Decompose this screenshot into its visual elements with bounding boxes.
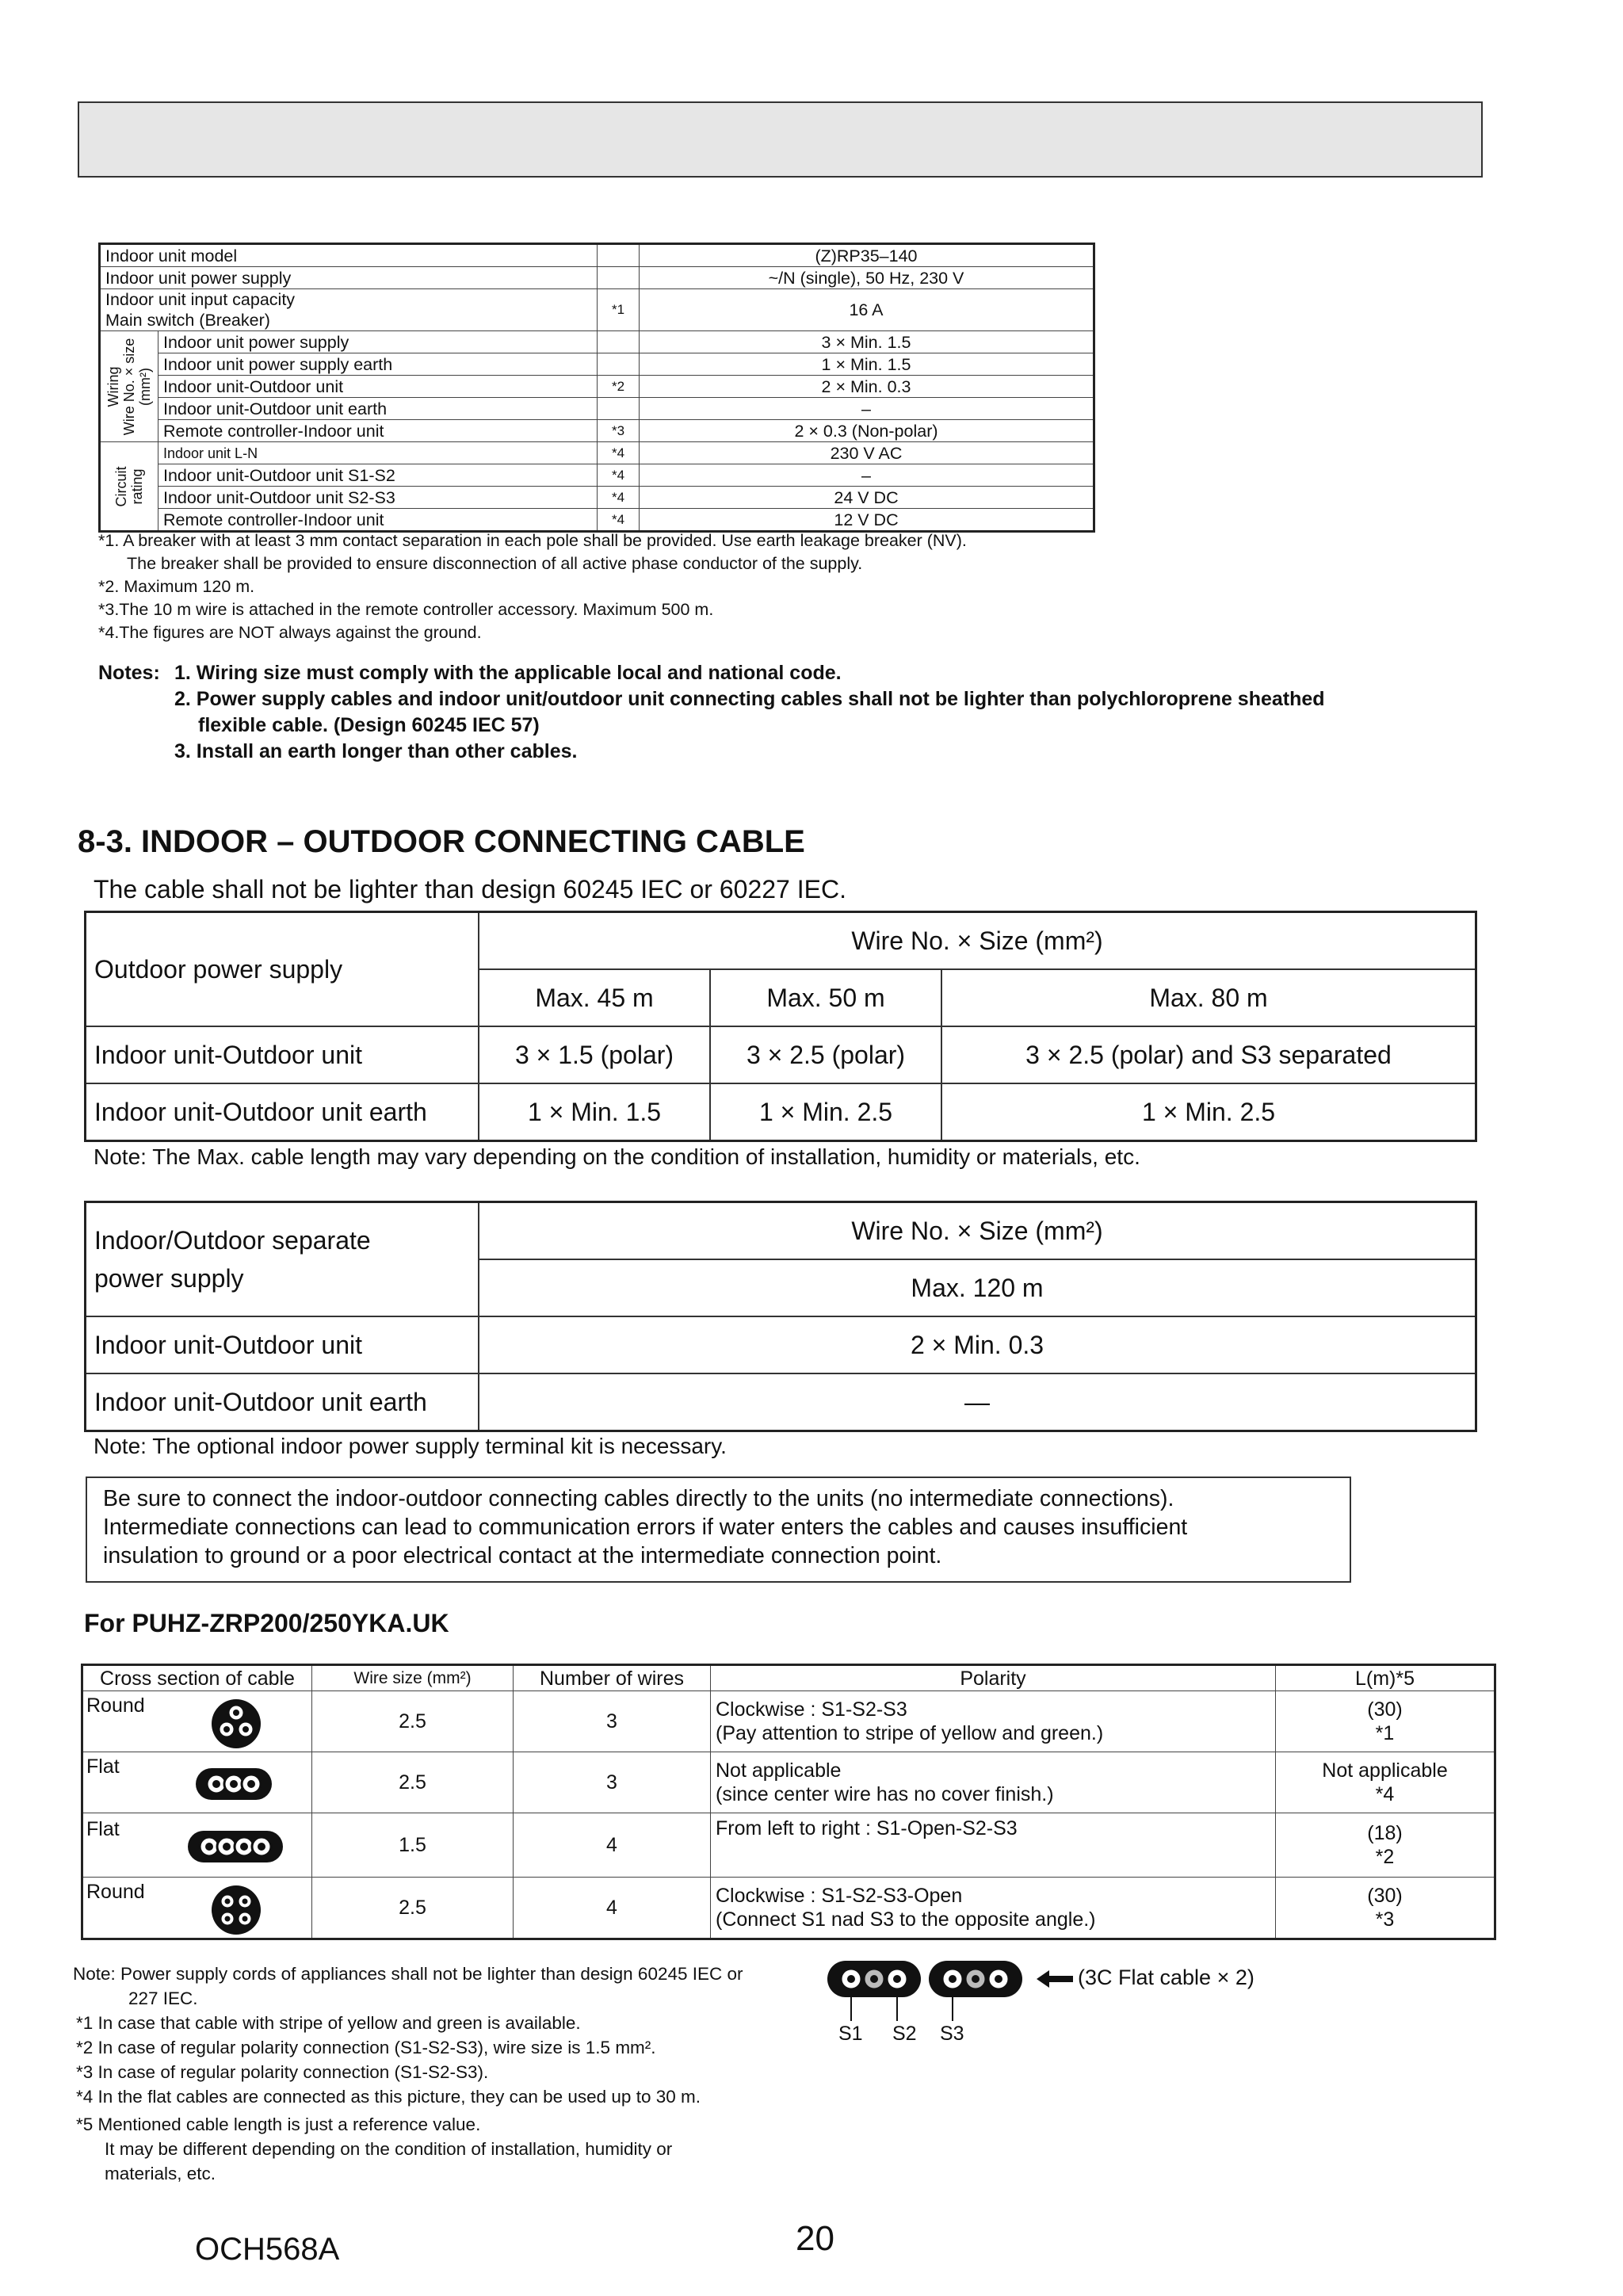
wiring-sublabel-2: (mm²): [137, 367, 153, 406]
wire-count: 4: [514, 1813, 711, 1878]
spec-label: Indoor unit-Outdoor unit: [158, 376, 598, 398]
length-note: *2: [1375, 1846, 1395, 1868]
column-header: Wire size (mm²): [312, 1665, 514, 1691]
diagram-caption: (3C Flat cable × 2): [1078, 1966, 1254, 1989]
warning-line: Be sure to connect the indoor-outdoor connecting cables directly to the units (no intermediate connections).: [103, 1486, 1174, 1511]
row-label: Indoor unit-Outdoor unit: [86, 1316, 479, 1373]
spec-note: *4: [598, 442, 640, 464]
polarity-line: From left to right : S1-Open-S2-S3: [716, 1817, 1018, 1839]
wiring-notes: [98, 660, 1325, 765]
cross-section-cell: [82, 1878, 312, 1939]
spec-note: *3: [598, 420, 640, 442]
spec-value: 24 V DC: [640, 487, 1094, 509]
spec-value: 3 × Min. 1.5: [640, 331, 1094, 353]
table-row: [86, 1373, 1476, 1431]
spec-value: 2 × Min. 0.3: [640, 376, 1094, 398]
table-row: [100, 509, 1094, 532]
flat-4-wire-icon: [186, 1829, 285, 1864]
spec-label: Indoor unit L-N: [158, 442, 598, 464]
table-cell: 3 × 2.5 (polar): [710, 1026, 941, 1083]
row-label: Indoor unit-Outdoor unit earth: [86, 1373, 479, 1431]
spec-label: Indoor unit-Outdoor unit earth: [158, 398, 598, 420]
notes-label: Notes:: [98, 662, 160, 684]
footnote: The breaker shall be provided to ensure disconnection of all active phase conductor of the supply.: [127, 554, 863, 573]
cable-note: materials, etc.: [105, 2164, 216, 2183]
spec-label: Remote controller-Indoor unit: [158, 420, 598, 442]
length-header: Max. 50 m: [710, 969, 941, 1026]
section-title: 8-3. INDOOR – OUTDOOR CONNECTING CABLE: [78, 824, 805, 859]
cable-note: 227 IEC.: [128, 1988, 198, 2008]
table-cell: —: [479, 1373, 1476, 1431]
spec-value: ~/N (single), 50 Hz, 230 V: [640, 267, 1094, 289]
table-row: [100, 464, 1094, 487]
wire-size: 1.5: [312, 1813, 514, 1878]
wire-count: 3: [514, 1691, 711, 1752]
footnote: *1. A breaker with at least 3 mm contact separation in each pole shall be provided. Use earth leakage breaker (NV).: [98, 531, 967, 550]
circuit-group-label: [100, 442, 158, 532]
table-row: [100, 487, 1094, 509]
polarity-line: (Connect S1 nad S3 to the opposite angle.): [716, 1908, 1096, 1931]
cable-note: It may be different depending on the condition of installation, humidity or: [105, 2139, 673, 2159]
spec-value: 1 × Min. 1.5: [640, 353, 1094, 376]
table-header-row: [82, 1665, 1495, 1691]
table-cell: 1 × Min. 2.5: [941, 1083, 1476, 1141]
corner-line: power supply: [94, 1264, 244, 1293]
row-label: Indoor unit-Outdoor unit: [86, 1026, 479, 1083]
cable-type: Round: [86, 1881, 145, 1903]
spec-note: *2: [598, 376, 640, 398]
table-row: [100, 398, 1094, 420]
wire-count: 4: [514, 1878, 711, 1939]
table-row: [86, 1202, 1476, 1260]
table-cell: 1 × Min. 1.5: [479, 1083, 710, 1141]
table-row: [82, 1691, 1495, 1752]
footnote: *4.The figures are NOT always against the ground.: [98, 623, 482, 642]
corner-line: Indoor/Outdoor separate: [94, 1226, 371, 1255]
spec-value: 16 A: [640, 289, 1094, 331]
spec-label: Indoor unit power supply: [158, 331, 598, 353]
wiring-group-label: [100, 331, 158, 442]
capacity-label-1: Indoor unit input capacity: [105, 290, 296, 309]
polarity-line: (Pay attention to stripe of yellow and green.): [716, 1722, 1104, 1744]
note-item: 3. Install an earth longer than other cables.: [174, 740, 578, 762]
table1-note: Note: The Max. cable length may vary depending on the condition of installation, humidity or materials, etc.: [94, 1144, 1140, 1169]
footnote: *3.The 10 m wire is attached in the remote controller accessory. Maximum 500 m.: [98, 600, 714, 619]
spec-value: 2 × 0.3 (Non-polar): [640, 420, 1094, 442]
table-row: [100, 331, 1094, 353]
cable-note: *2 In case of regular polarity connection (S1-S2-S3), wire size is 1.5 mm².: [76, 2038, 656, 2057]
length-value: Not applicable: [1322, 1759, 1448, 1782]
flat-cable-diagram: [824, 1958, 1268, 2053]
length-cell: [1276, 1878, 1495, 1939]
spec-label: Indoor unit-Outdoor unit S2-S3: [158, 487, 598, 509]
spec-note: [598, 331, 640, 353]
polarity-line: (since center wire has no cover finish.): [716, 1783, 1054, 1805]
polarity-line: Not applicable: [716, 1759, 842, 1782]
table-cell: 1 × Min. 2.5: [710, 1083, 941, 1141]
length-cell: [1276, 1752, 1495, 1813]
column-header: Polarity: [711, 1665, 1276, 1691]
note-item: 1. Wiring size must comply with the applicable local and national code.: [174, 662, 842, 684]
cable-section-title: For PUHZ-ZRP200/250YKA.UK: [84, 1609, 449, 1637]
spec-value: –: [640, 464, 1094, 487]
wire-count: 3: [514, 1752, 711, 1813]
cable-notes: [73, 1962, 743, 2186]
terminal-label-s3: S3: [940, 2023, 964, 2045]
spec-table: [98, 243, 1095, 533]
polarity-line: Clockwise : S1-S2-S3: [716, 1698, 907, 1721]
table-row: [82, 1813, 1495, 1878]
spec-label: Indoor unit model: [100, 244, 598, 267]
table-row: [100, 420, 1094, 442]
table-row: [100, 289, 1094, 331]
spec-value: 12 V DC: [640, 509, 1094, 532]
spec-note: [598, 267, 640, 289]
separate-supply-table: [84, 1201, 1477, 1432]
spec-note: [598, 353, 640, 376]
cable-type: Flat: [86, 1818, 120, 1840]
table-header: Wire No. × Size (mm²): [479, 912, 1476, 970]
spec-label: Remote controller-Indoor unit: [158, 509, 598, 532]
spec-note: [598, 398, 640, 420]
note-item: 2. Power supply cables and indoor unit/outdoor unit connecting cables shall not be lighter than polychloroprene sheathed: [174, 688, 1325, 710]
document-code: OCH568A: [195, 2232, 340, 2267]
page-number: 20: [796, 2219, 834, 2258]
length-value: (30): [1367, 1698, 1403, 1721]
spec-footnotes: [98, 529, 967, 644]
table-row: [86, 1026, 1476, 1083]
length-cell: [1276, 1813, 1495, 1878]
cable-type: Flat: [86, 1755, 120, 1778]
table-header: Wire No. × Size (mm²): [479, 1202, 1476, 1260]
polarity-cell: [711, 1691, 1276, 1752]
length-header: Max. 120 m: [479, 1259, 1476, 1316]
length-value: (18): [1367, 1822, 1403, 1844]
cable-table: [81, 1664, 1496, 1940]
cable-note: Note: Power supply cords of appliances shall not be lighter than design 60245 IEC or: [73, 1964, 743, 1984]
cable-note: *1 In case that cable with stripe of yellow and green is available.: [76, 2013, 581, 2033]
spec-label: Indoor unit power supply earth: [158, 353, 598, 376]
note-item: flexible cable. (Design 60245 IEC 57): [198, 714, 540, 736]
cable-note: *4 In the flat cables are connected as this picture, they can be used up to 30 m.: [76, 2087, 701, 2107]
spec-note: [598, 244, 640, 267]
spec-note: *4: [598, 464, 640, 487]
wire-size: 2.5: [312, 1752, 514, 1813]
length-value: (30): [1367, 1885, 1403, 1907]
polarity-cell: [711, 1878, 1276, 1939]
spec-label: [100, 289, 598, 331]
cross-section-cell: [82, 1752, 312, 1813]
spec-label: Indoor unit-Outdoor unit S1-S2: [158, 464, 598, 487]
cable-note: *5 Mentioned cable length is just a reference value.: [76, 2115, 481, 2134]
circuit-label-2: rating: [129, 468, 145, 505]
cross-section-cell: [82, 1813, 312, 1878]
terminal-label-s1: S1: [838, 2023, 863, 2045]
table-row: [86, 1083, 1476, 1141]
table2-note: Note: The optional indoor power supply terminal kit is necessary.: [94, 1434, 727, 1458]
table-row: [100, 267, 1094, 289]
length-note: *4: [1375, 1783, 1395, 1805]
polarity-cell: [711, 1752, 1276, 1813]
capacity-label-2: Main switch (Breaker): [105, 311, 270, 330]
table-row: [100, 353, 1094, 376]
table-row: [86, 912, 1476, 970]
outdoor-supply-table: [84, 911, 1477, 1142]
row-label: Indoor unit-Outdoor unit earth: [86, 1083, 479, 1141]
polarity-line: Clockwise : S1-S2-S3-Open: [716, 1885, 963, 1907]
table-corner: [86, 1202, 479, 1317]
wiring-sublabel-1: Wire No. × size: [121, 338, 137, 435]
footnote: *2. Maximum 120 m.: [98, 577, 255, 596]
spec-value: –: [640, 398, 1094, 420]
length-header: Max. 80 m: [941, 969, 1476, 1026]
table-row: [100, 244, 1094, 267]
length-note: *3: [1375, 1908, 1395, 1931]
table-row: [100, 442, 1094, 464]
spec-value: (Z)RP35–140: [640, 244, 1094, 267]
length-cell: [1276, 1691, 1495, 1752]
polarity-cell: [711, 1813, 1276, 1878]
table-cell: 3 × 1.5 (polar): [479, 1026, 710, 1083]
wire-size: 2.5: [312, 1878, 514, 1939]
cable-type: Round: [86, 1694, 145, 1717]
table-cell: 2 × Min. 0.3: [479, 1316, 1476, 1373]
column-header: Cross section of cable: [82, 1665, 312, 1691]
arrow-left-icon: [1037, 1970, 1073, 1988]
spec-note: *1: [598, 289, 640, 331]
spec-label: Indoor unit power supply: [100, 267, 598, 289]
terminal-label-s2: S2: [892, 2023, 917, 2045]
column-header: L(m)*5: [1276, 1665, 1495, 1691]
column-header: Number of wires: [514, 1665, 711, 1691]
circuit-label-1: Circuit: [113, 465, 129, 507]
table-cell: 3 × 2.5 (polar) and S3 separated: [941, 1026, 1476, 1083]
table-row: [82, 1878, 1495, 1939]
spec-value: 230 V AC: [640, 442, 1094, 464]
length-note: *1: [1375, 1722, 1395, 1744]
cable-note: *3 In case of regular polarity connection (S1-S2-S3).: [76, 2062, 489, 2082]
round-4-wire-icon: [210, 1884, 262, 1936]
spec-note: *4: [598, 487, 640, 509]
warning-line: insulation to ground or a poor electrical contact at the intermediate connection point.: [103, 1543, 942, 1568]
header-bar: [78, 101, 1483, 178]
table-row: [82, 1752, 1495, 1813]
warning-line: Intermediate connections can lead to communication errors if water enters the cables and causes insufficient: [103, 1515, 1188, 1540]
spec-note: *4: [598, 509, 640, 532]
table-row: [100, 376, 1094, 398]
warning-box: [86, 1477, 1351, 1583]
section-intro: The cable shall not be lighter than design 60245 IEC or 60227 IEC.: [94, 875, 846, 904]
length-header: Max. 45 m: [479, 969, 710, 1026]
table-corner: Outdoor power supply: [86, 912, 479, 1027]
wire-size: 2.5: [312, 1691, 514, 1752]
wiring-label: Wiring: [105, 366, 121, 407]
flat-3-wire-icon: [194, 1767, 273, 1801]
table-row: [86, 1316, 1476, 1373]
round-3-wire-icon: [210, 1698, 262, 1750]
cross-section-cell: [82, 1691, 312, 1752]
